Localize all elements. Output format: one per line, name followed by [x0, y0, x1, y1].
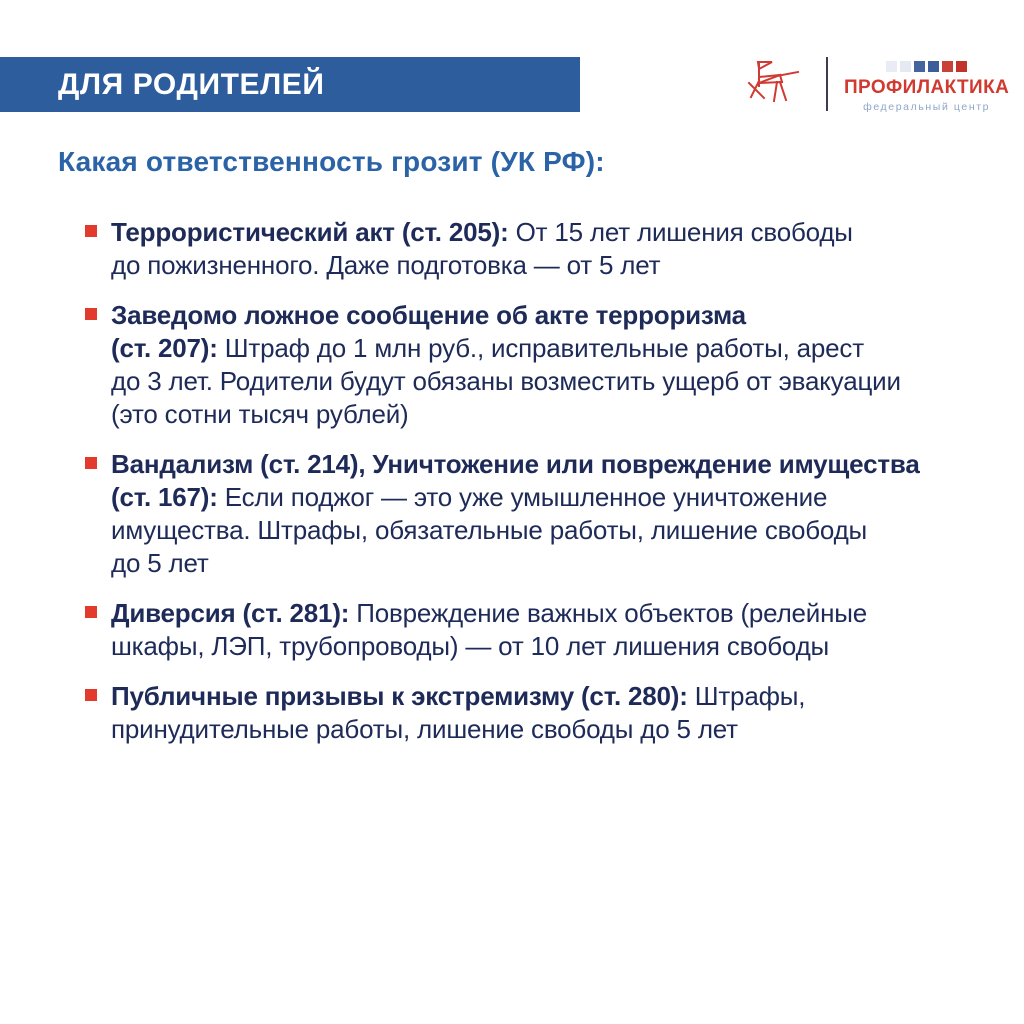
logo-text-block	[844, 55, 1009, 113]
text-line: Диверсия (ст. 281): Повреждение важных объектов (релейные	[111, 598, 868, 628]
text-line: до 3 лет. Родители будут обязаны возместить ущерб от эвакуации	[111, 366, 901, 396]
logo-square-icon	[942, 61, 953, 72]
list-item	[85, 597, 995, 663]
logo-squares	[886, 61, 967, 72]
text-line: (это сотни тысяч рублей)	[111, 399, 409, 429]
bullet-square-icon	[85, 225, 97, 237]
text-line: Вандализм (ст. 214), Уничтожение или повреждение имущества	[111, 449, 920, 479]
header-bar	[0, 57, 580, 112]
header-title: ДЛЯ РОДИТЕЛЕЙ	[58, 67, 325, 101]
text-line: Заведомо ложное сообщение об акте терроризма	[111, 300, 746, 330]
brand-subtitle: федеральный центр	[863, 101, 991, 113]
text-line: (ст. 207): Штраф до 1 млн руб., исправительные работы, арест	[111, 333, 864, 363]
list-item-text	[111, 299, 901, 431]
text-line: Публичные призывы к экстремизму (ст. 280): Штрафы,	[111, 681, 806, 711]
list-item	[85, 216, 995, 282]
horse-line-logo-icon	[742, 54, 802, 114]
logo-divider	[826, 57, 828, 111]
bullet-square-icon	[85, 457, 97, 469]
bullet-square-icon	[85, 606, 97, 618]
responsibility-list	[85, 216, 995, 763]
list-item-text	[111, 680, 805, 746]
text-line: до пожизненного. Даже подготовка — от 5 лет	[111, 250, 661, 280]
bullet-square-icon	[85, 689, 97, 701]
bullet-square-icon	[85, 308, 97, 320]
logo-square-icon	[886, 61, 897, 72]
list-item	[85, 680, 995, 746]
logo-square-icon	[956, 61, 967, 72]
logo-square-icon	[914, 61, 925, 72]
list-item-text	[111, 216, 853, 282]
text-line: (ст. 167): Если поджог — это уже умышленное уничтожение	[111, 482, 828, 512]
list-item	[85, 448, 995, 580]
text-line: имущества. Штрафы, обязательные работы, лишение свободы	[111, 515, 868, 545]
logo-square-icon	[900, 61, 911, 72]
logo-square-icon	[928, 61, 939, 72]
brand-logo	[742, 52, 1009, 116]
list-item-text	[111, 448, 920, 580]
brand-name: ПРОФИЛАКТИКА	[844, 77, 1010, 98]
page-title: Какая ответственность грозит (УК РФ):	[58, 146, 605, 177]
text-line: Террористический акт (ст. 205): От 15 лет лишения свободы	[111, 217, 853, 247]
list-item	[85, 299, 995, 431]
text-line: принудительные работы, лишение свободы до 5 лет	[111, 714, 738, 744]
text-line: до 5 лет	[111, 548, 209, 578]
list-item-text	[111, 597, 867, 663]
text-line: шкафы, ЛЭП, трубопроводы) — от 10 лет лишения свободы	[111, 631, 830, 661]
